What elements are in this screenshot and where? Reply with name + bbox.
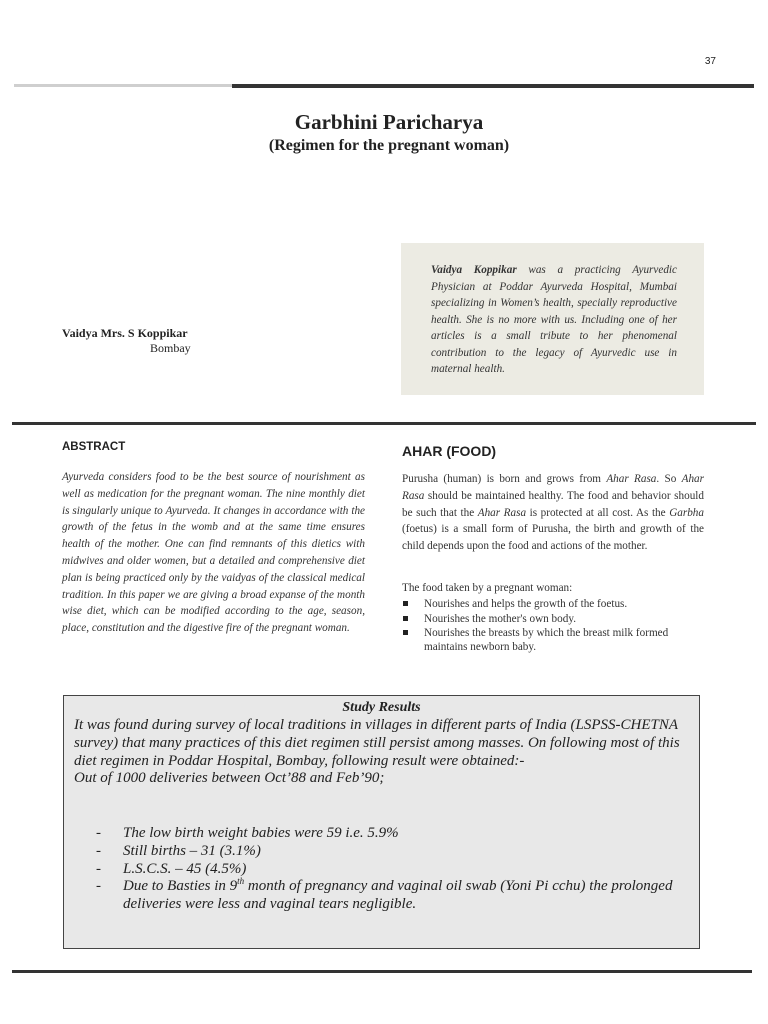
list-item [96,878,686,914]
ahar-heading: AHAR (FOOD) [402,443,497,459]
list-item [96,843,686,861]
bullet-icon [403,601,408,606]
ahar-term: Garbha [669,506,704,519]
section-divider [12,422,756,425]
dash-marker: - [96,842,101,859]
study-paragraph: It was found during survey of local traditions in villages in different parts of India (LSPSS-CHETNA survey) that many practices of this diet regimen still persist among masses. On following most of this diet regimen in Poddar Hospital, Bombay, following result were obtained:- [74,717,680,769]
article-title: Garbhini Paricharya [294,110,484,134]
study-results-body [74,717,692,788]
list-item-text: Nourishes and helps the growth of the foetus. [424,598,628,610]
list-item-text [123,878,672,912]
ahar-text-part: Purusha (human) is born and grows from [402,473,607,485]
footer-rule [12,970,752,973]
abstract-heading: ABSTRACT [62,441,126,453]
author-name: Vaidya Mrs. S Koppikar [62,326,188,340]
study-results-title: Study Results [342,700,421,715]
text-part: month of pregnancy and vaginal oil swab (Yoni Pi cchu) the prolonged deliveries were less and vaginal tears negligible. [123,878,673,913]
ahar-list [402,597,704,655]
study-results-list [96,825,686,914]
abstract-text: Ayurveda considers food to be the best source of nourishment as well as medication for the pregnant woman. The nine monthly diet is singularly unique to Ayurveda. It changes in accordance with the growth of the fetus in the womb and at the same time ensures health of the mother. One can find remnants of this dietics with midwives and older women, but a detailed and comprehensive diet plan is being practiced only by the vaidyas of the classical medical tradition. In this paper we are giving a broad expanse of the month wise diet, which can be modified according to the age, season, place, constitution and the digestive fire of the pregnant woman. [62,471,365,635]
dash-marker: - [96,825,101,841]
ahar-text-part: is protected at all cost. As the [526,506,670,519]
bullet-icon [403,630,408,635]
list-item-text: Still births – 31 (3.1%) [123,842,261,859]
ahar-text-part: (foetus) is a small form of Purusha, the birth and growth of the child depends upon the food and actions of the mother. [402,523,704,553]
author-bio [431,262,677,378]
ahar-text-part: . So [656,473,682,485]
text-part: Due to Basties in 9 [123,878,238,895]
dash-marker: - [96,860,101,877]
list-item-text: Nourishes the mother's own body. [424,612,576,625]
list-item [402,597,704,611]
list-item-text: Nourishes the breasts by which the breast milk formed maintains newborn baby. [424,627,669,653]
header-rule-dark [232,84,754,88]
article-subtitle: (Regimen for the pregnant woman) [268,137,510,154]
bullet-icon [403,616,408,621]
ahar-term: Ahar Rasa [402,473,704,502]
ahar-paragraph [402,471,704,555]
study-line: Out of 1000 deliveries between Oct’88 and Feb’90; [74,770,385,787]
ahar-text-part: should be maintained healthy. The food and behavior should be such that the [402,489,704,519]
list-item [96,825,686,843]
superscript: th [237,876,245,887]
dash-marker: - [96,878,101,895]
list-item [402,626,704,654]
list-item [96,861,686,879]
ahar-term: Ahar Rasa [477,506,527,519]
bio-author-name: Vaidya Koppikar [431,264,517,276]
ahar-list-intro: The food taken by a pregnant woman: [402,582,573,594]
list-item-text: L.S.C.S. – 45 (4.5%) [123,860,247,877]
header-rule-light [14,84,232,87]
ahar-term: Ahar Rasa [606,473,657,485]
list-item-text: The low birth weight babies were 59 i.e. 5.9% [123,825,399,841]
bio-text: was a practicing Ayurvedic Physician at Poddar Ayurveda Hospital, Mumbai specializing in Women’s health, specially reproductive health. She is no more with us. Including one of her articles is a small tribute to her phenomenal contribution to the legacy of Ayurvedic use in maternal health. [431,264,677,375]
page-number: 37 [704,56,716,67]
author-city: Bombay [150,341,191,355]
list-item [402,612,704,626]
